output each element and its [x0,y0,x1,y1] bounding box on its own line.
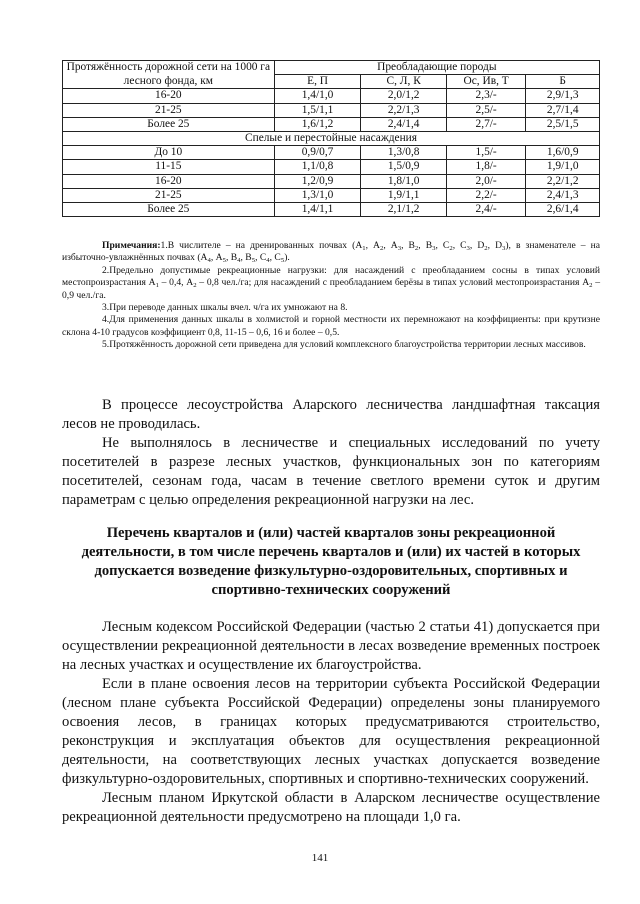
value-cell: 2,4/1,4 [361,117,446,131]
header-col: Ос, Ив, Т [446,75,526,89]
value-cell: 1,6/0,9 [526,146,600,160]
subscript: 1 [155,282,159,290]
subscript: 3 [432,245,436,252]
value-cell: 1,1/0,8 [274,160,361,174]
header-col: С, Л, К [361,75,446,89]
note-text: – 0,8 чел./га; для насаждений с преобладанием берёзы в типах условий местопроизрастания А [196,277,590,289]
note-text: – 0,4, А [158,277,194,289]
value-cell: 2,9/1,3 [526,89,600,103]
subscript: 5 [251,257,256,265]
notes-label: Примечания: [102,240,161,251]
value-cell: 2,3/- [446,89,526,103]
note-text: ). [284,252,290,264]
body-section-1 [62,396,600,510]
subscript: 5 [222,257,226,265]
note-text: ), в знаменателе – на избыточно-увлажнённых почвах (А [62,240,600,264]
value-cell: 1,2/0,9 [274,174,361,188]
note-text: , В [240,252,252,264]
table-row [63,203,600,217]
table-row [63,89,600,103]
value-cell: 1,5/1,1 [274,103,361,117]
paragraph: Лесным кодексом Российской Федерации (частью 2 статьи 41) допускается при осуществлении рекреационной деятельности в лесах возведение временных построек на лесных участках и осуществление их благоустройства. [62,619,600,673]
subscript: 1 [362,245,366,252]
row-label-cell: До 10 [63,146,275,160]
table-row [63,188,600,202]
note-3: 3.При переводе данных шкалы вчел. ч/га их умножают на 8. [102,302,348,314]
value-cell: 2,5/- [446,103,526,117]
row-label-cell: 21-25 [63,188,275,202]
header-col: Е, П [274,75,361,89]
subscript: 4 [266,257,270,265]
value-cell: 2,7/- [446,117,526,131]
body-section-2 [62,618,600,827]
row-label-cell: 16-20 [63,174,275,188]
recreation-load-table [62,60,600,217]
table-body-b [63,146,600,217]
header-road-network: Протяжённость дорожной сети на 1000 га лесного фонда, км [63,61,275,89]
subscript: 5 [280,257,285,265]
value-cell: 1,9/1,0 [526,160,600,174]
table-row [63,160,600,174]
value-cell: 1,5/0,9 [361,160,446,174]
note-text: 2.Предельно допустимые рекреационные нагрузки: для насаждений с преобладанием сосны в типах условий местопроизрастания А [62,264,600,289]
table-notes [62,240,600,352]
note-text: , D [487,240,502,251]
subscript: 3 [466,245,470,252]
value-cell: 1,8/1,0 [361,174,446,188]
value-cell: 1,6/1,2 [274,117,361,131]
value-cell: 2,7/1,4 [526,103,600,117]
table-row [63,174,600,188]
note-text: – 0,9 чел./га. [62,277,601,301]
value-cell: 2,1/1,2 [361,203,446,217]
value-cell: 1,8/- [446,160,526,174]
value-cell: 1,9/1,1 [361,188,446,202]
note-text: , С [255,252,267,264]
note-text: , А [383,240,398,251]
row-label-cell: Более 25 [63,203,275,217]
value-cell: 1,3/1,0 [274,188,361,202]
subscript: 2 [449,245,453,252]
value-cell: 1,3/0,8 [361,146,446,160]
table-body-a [63,89,600,132]
note-text: , В [418,240,433,251]
value-cell: 2,4/1,3 [526,188,600,202]
section-heading: Перечень кварталов и (или) частей кварталов зоны рекреационной деятельности, в том числе перечень кварталов и (или) их частей в которых допускается возведение физкультурно-оздоровительных, спортивных и спортивно-технических сооружений [81,525,581,598]
header-dominant-species: Преобладающие породы [274,61,599,75]
value-cell: 0,9/0,7 [274,146,361,160]
page-number: 141 [311,852,329,864]
table-section-row [63,132,600,146]
row-label-cell: 21-25 [63,103,275,117]
note-2 [62,265,600,302]
subscript: 2 [193,282,197,290]
note-text: , С [269,252,281,264]
value-cell: 1,4/1,0 [274,89,361,103]
row-label-cell: Более 25 [63,117,275,131]
value-cell: 2,2/1,3 [361,103,446,117]
value-cell: 2,2/1,2 [526,174,600,188]
value-cell: 2,6/1,4 [526,203,600,217]
value-cell: 1,4/1,1 [274,203,361,217]
note-text: , В [225,252,238,264]
row-label-cell: 11-15 [63,160,275,174]
subscript: 4 [237,257,241,265]
subscript: 2 [379,245,384,252]
subscript: 4 [207,257,211,265]
note-text: , А [210,252,223,264]
value-cell: 1,5/- [446,146,526,160]
note-5: 5.Протяжённость дорожной сети приведена для условий комплексного благоустройства территории лесных массивов. [102,339,586,351]
value-cell: 2,0/- [446,174,526,188]
table-row [63,146,600,160]
note-text: , С [435,240,450,251]
value-cell: 2,5/1,5 [526,117,600,131]
subscript: 3 [502,245,506,252]
note-text: , С [452,240,467,251]
section-title: Спелые и перестойные насаждения [63,132,600,146]
header-col: Б [526,75,600,89]
subscript: 3 [397,245,402,252]
table-row [63,103,600,117]
value-cell: 2,0/1,2 [361,89,446,103]
note-text: 1.В числителе – на дренированных почвах (А [160,240,363,251]
note-text: , В [401,240,415,251]
value-cell: 2,4/- [446,203,526,217]
note-1 [62,240,600,265]
subscript: 2 [414,245,419,252]
table-header-row [63,61,600,75]
value-cell: 2,2/- [446,188,526,202]
table-row [63,117,600,131]
row-label-cell: 16-20 [63,89,275,103]
note-text: , D [469,240,485,251]
subscript: 2 [484,245,488,252]
paragraph: Если в плане освоения лесов на территории субъекта Российской Федерации (лесном плане субъекта Российской Федерации) определены зоны планируемого освоения лесов, в границах которых предусматриваются строительство, реконструкция и эксплуатация объектов для осуществления рекреационной деятельности, на соответствующих лесных участках допускается возведение физкультурно-оздоровительных, спортивных и спортивно-технических сооружений. [62,676,600,787]
paragraph: Не выполнялось в лесничестве и специальных исследований по учету посетителей в разрезе лесных участков, функциональных зон по категориям посетителей, сезонам года, часам в течение светлого времени суток и другим параметрам с целью определения рекреационной нагрузки на лес. [62,435,600,508]
subscript: 2 [589,282,593,290]
paragraph: В процессе лесоустройства Аларского лесничества ландшафтная таксация лесов не проводилась. [62,397,600,432]
note-4: 4.Для применения данных шкалы в холмистой и горной местности их перемножают на коэффициенты: при крутизне склона 4-10 градусов коэффициент 0,8, 11-15 – 0,6, 16 и более – 0,5. [62,314,600,338]
note-text: , А [365,240,380,251]
paragraph: Лесным планом Иркутской области в Аларском лесничестве осуществление рекреационной деятельности предусмотрено на площади 1,0 га. [62,790,600,825]
